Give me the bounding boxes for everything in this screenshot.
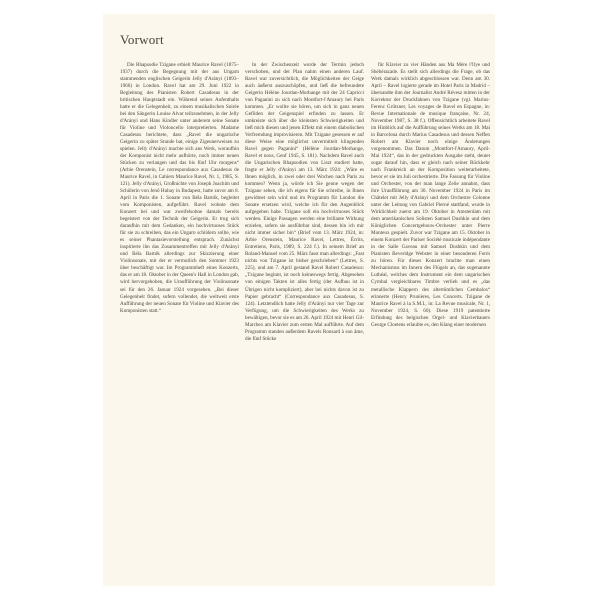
text-column-2 bbox=[245, 62, 364, 582]
page-heading: Vorwort bbox=[120, 32, 164, 47]
text-column-3 bbox=[371, 62, 490, 582]
text-column-1 bbox=[120, 62, 239, 582]
column-2-text: In der Zwischenzeit wurde der Termin jedoch verschoben, und der Plan nahm einen anderen Lauf. Ravel war zuversichtlich, die Möglichkeiten der Geige auch äußerst auszuschöpfen, und ließ die befreundete Geigerin Hélène Jourdan-Morhange mit der 24 Capricci von Paganini zu sich nach Montfort-l'Amaury bei Paris kommen. „Er wollte sie hören, um sich in ganz neuen Gefilden der Geigenspiel erfinden zu lassen. Er umkreiste sich über die kleinsten Schwierigkeiten und ließ mich diesen und jenen Effekt mit einem diabolischen Verfremdung improvisieren. Mit Tzigane gesessen er auf diese Weise eine möglichst unvermittelt klingenden Ravel gegen Paganini“ (Hélène Jourdan-Morhange, Ravel et nous, Genf 1945, S. 181). Nachdem Ravel auch die Ungarischen Rhapsodien von Liszt studiert hatte, fragte er Jelly d'Arányi am 13. März 1924: „Wäre es Ihnen möglich, in zwei oder drei Wochen nach Paris zu kommen? Wenn ja, würde ich Sie genne wegen der Tzigane sehen, die ich eigens für Sie schreibe, in Ihnen gewidmet sein wird und im Programm für London die Sonate ersetzen wird, welche ich für den Augenblick aufgegeben habe. Tzigane soll ein hochvirtuoses Stück werden. Einige Passagen werden eine brillante Wirkung erzielen, sofern sie ausführbar sind, dessen bin ich mir nicht immer sicher bin“ (Brief vom 13. März 1924, in: Arbie Orenstein, Maurice Ravel, Lettres, Écrits, Entretiens, Paris, 1989, S. 224 f.). In seinem Brief an Roland-Manuel vom 25. März fasst man allerdings: „Fast nichts von Tzigane ist bisher geschrieben“ (Lettres, S. 225), und am 7. April gestand Ravel Robert Casadesus: „Tzigane beginnt, ist noch keineswegs fertig. Abgesehen von einigen Takten ist alles fertig (der Aufbau ist in Übrigen nicht kompliziert), aber bei nichts davon ist zu Papier gebracht“ (Correspondance aux Casadesus, S. 124). Letztendlich hatte Jelly d'Arányi nur vier Tage zur Verfügung, um die Schwierigkeiten des Werks zu bewältigen, bevor sie es am 26. April 1924 mit Henri Gil-Marchex am Klavier zum ersten Mal aufführte. Auf dem Programm standen außerdem Ravels Ronsard à son âme, die fünf Stücke bbox=[245, 62, 364, 342]
document-page bbox=[103, 14, 495, 586]
column-1-text: Die Rhapsodie Tzigane erhielt Maurice Ravel (1875–1937) durch die Begegnung mit der aus Ungarn stammenden englischen Geigerin Jelly d'Arányi (1893–1966) in London. Ravel hat am 29. Juni 1922 in Begleitung des Pianisten Robert Casadesus in der britischen Hauptstadt ein. Während seines Aufenthalts hatte er die Gelegenheit, zu einem musikalischen Soirée bei den Sängerin Louise Alvar teilzunehmen, in der Jelly d'Arányi und Hans Kindler unter anderem seine Sonate für Violine und Violoncello interpretierten. Madame Casadesus berichtete, dass „Ravel die ungarische Geigerin zu später Stunde bat, einige Zigeunerweisen zu spielen. Jelly d'Arányi machte sich ans Werk, woraufhin der Komponist nicht mehr aufhörte, noch immer neuen Stücken zu verlangen und das bis fünf Uhr morgens“ (Arbie Orenstein, Le correspondance aux Casadesus de Maurice Ravel, in Cahiers Maurice Ravel, Nr. 1, 1985, S. 121). Jelly d'Arányi, Großnichte von Joseph Joachim und Schülerin von Jenő Hubay in Budapest, hatte zuvor am 8. April in Paris die 1. Sonate von Béla Bartók, begleitet vom Komponisten, aufgeführt. Ravel wohnte dem Konzert bei und war zweifelsohne damals bereits begeistert von der Technik der Geigerin. Er trug sich daraufhin mit dem Gedanken, ein hochvirtuoses Stück für sie zu schreiben, das ein Ungarn schildern sollte, wie es seiner Phantasievorstellung entsprach. Zunächst inspirierte ihn das Zusammentreffen mit Jelly d'Arányi und Béla Bartók allerdings zur Skizzierung einer Violinsonate, mit der er vermutlich den Sommer 1923 über beschäftigt war. Im Programmheft eines Konzerts, das er am 18. Oktober in der Queen's Hall in London gab, wird hervorgehoben, die Uraufführung der Violinsonate sei für den 26. Januar 1924 vorgesehen. „Bei dieser Gelegenheit findet, sofern vollendet, die weltweit erste Aufführung der neuen Sonate für Violine und Klavier des Komponisten statt.“ bbox=[120, 62, 239, 314]
column-3-text: für Klavier zu vier Händen aus Ma Mère l'Oye und Shéhérazade. Es stellt sich allerdings die Frage, ob das Werk damals wirklich abgeschlossen war. Denn am 30. April – Ravel logierte gerade im Hotel Paris in Madrid – übersandte ihm der Journalist André Révesz mitten in der Korrektur der Druckfahnen von Tzigane (vgl. Marius-Ferenc Grützner, Les voyages de Ravel en Espagne, in: Revue Internationale de musique française, Nr. 24, November 1987, S. 38 f.). Offensichtlich arbeitete Ravel im Hinblick auf die Aufführung seines Werks am 18. Mai in Barcelona durch Marius Casadesus und dessen Neffen Robert am Klavier noch einige Änderungen vorgenommen. Das Datum „Montfort-l'Amaury, April-Mai 1924“, das in der gedruckten Ausgabe steht, deutet sogar darauf hin, dass er gleich nach seiner Rückkehr nach Frankreich an der Komposition weiterarbeitete, bevor er sie im Juli orchestrierte. Die Fassung für Violine und Orchester, von der man lange Zeile annahm, dass ihre Uraufführung am 30. November 1924 in Paris im Châtelet mit Jelly d'Arányi und dem Orchestre Colonne unter der Leitung von Gabriel Pierné stattfand, wurde in Wirklichkeit zuerst am 19. Oktober in Amsterdam mit dem amerikanischen Solisten Samuel Dushkin und dem Königlichen Concertgebouw-Orchester unter Pierre Monteux gespielt. Zuvor war Tzigane am 15. Oktober in einem Konzert der Pariser Société musicale indépendante in der Salle Gaveau mit Samuel Dushkin und dem Pianisten Beveridge Webster in einer besonderen Form zu hören. Für dieses Konzert brachte man einen Mechanismus im Innern des Flügels an, das sogenannte Luthéal, welches dem Instrument ein dem ungarischen Cymbal vergleichbares Timbre verlieh und es „das metallische Klappern des altertümlichen Cembalos“ erinnerte (Henry Prunières, Les Concerts. Tzigane de Maurice Ravel à la S.M.I., in: La Revue musicale, Nr. 1, November 1924, S. 60). Diese 1919 patentierte Erfindung des belgischen Orgel- und Klavierbauers George Cloetens erlaubte es, den Klang einer modernen bbox=[371, 62, 490, 328]
